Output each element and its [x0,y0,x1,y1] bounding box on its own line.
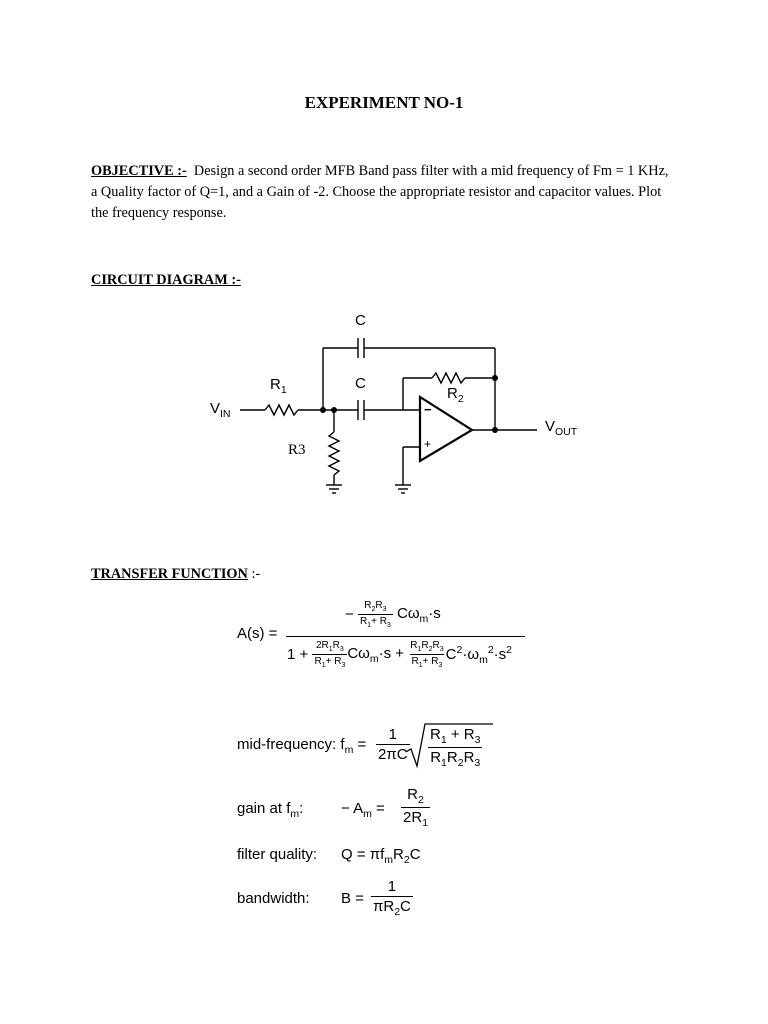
label-vin: $V_{IN}$ [210,400,231,420]
gain-label: gain at $f_m$: [237,800,304,820]
transfer-lhs: A(s) = [237,625,278,642]
label-r2: $R_2$ [447,385,464,405]
mid-frequency-label: mid-frequency: $f_m$ = [237,736,367,756]
transfer-numerator: − $\frac{R_2R_3}{R_1+ R_3}$ $C\omega_m\cdot s$ [345,600,441,629]
ground-plus [395,485,411,493]
transfer-main-fraction-bar [286,636,525,637]
label-r3: R3 [288,442,306,458]
bandwidth-lhs: B = [341,890,364,907]
resistor-r2 [432,373,465,383]
resistor-r3 [329,432,339,475]
label-c-top: C [355,312,366,329]
circuit-heading: CIRCUIT DIAGRAM :- [91,272,241,288]
quality-expression: $Q = \pi f_mR_2C$ [341,846,421,866]
gain-fraction: $\frac{R_2}{2R_1}$ [403,786,429,829]
label-vout: $V_{OUT}$ [545,418,578,438]
resistor-r1 [265,405,298,415]
mid-frequency-radicand: $\frac{R_1 + R_3}{R_1R_2R_3}$ [430,726,481,769]
gain-lhs: − $A_m$ = [341,800,385,820]
bandwidth-label: bandwidth: [237,890,310,907]
junction-top-right [492,375,498,381]
bandwidth-fraction: $\frac{1}{\pi R_2C}$ [373,878,411,918]
quality-label: filter quality: [237,846,318,863]
label-minus-input: − [424,402,432,417]
mid-frequency-fraction: $\frac{1}{2\pi C}$ [378,726,408,763]
junction-r3 [331,407,337,413]
page-title: EXPERIMENT NO-1 [304,93,464,112]
junction-node [320,407,326,413]
junction-output [492,427,498,433]
objective-label: OBJECTIVE :- [91,163,187,179]
label-plus-input: + [424,437,432,451]
ground-r3 [326,485,342,493]
objective-text: Design a second order MFB Band pass filter with a mid frequency of Fm = 1 KHz, a Quality factor of Q=1, and a Gain of -2. Choose the appropriate resistor and capacitor values. Plot the frequency response. [91,163,669,221]
label-r1: $R_1$ [270,376,287,396]
transfer-heading: TRANSFER FUNCTION :- [91,566,261,582]
transfer-denominator: 1 + $\frac{2R_1R_3}{R_1+ R_3}$ $C\omega_m\cdot s$ + $\frac{R_1R_2R_3}{R_1+ R_3}$ $C^2\cdot\omega_m^2\cdot s^2$ [287,640,513,669]
label-c-mid: C [355,375,366,392]
